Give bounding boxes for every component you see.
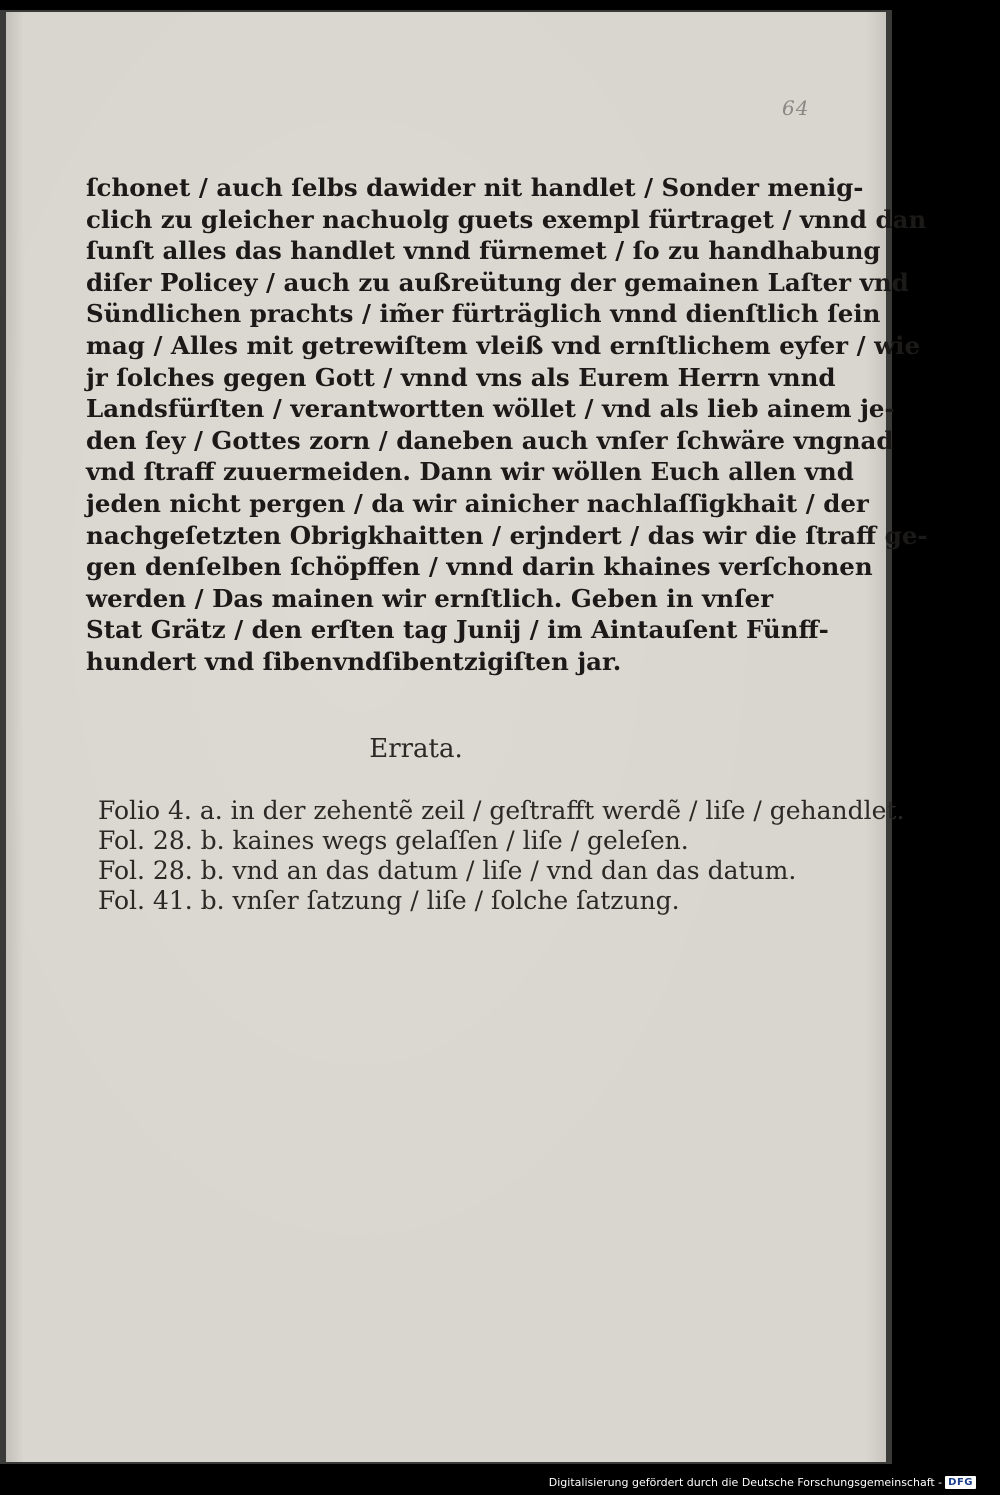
document-page [6,12,928,1462]
body-line: ſunſt alles das handlet vnnd fürnemet / ſo zu handhabung [86,236,881,266]
funding-credit [549,1476,976,1489]
folio-mark: 64 [782,96,810,120]
errata-entry: Fol. 28. b. kaines wegs gelaſſen / liſe / geleſen. [98,826,689,855]
body-line: ſchonet / auch ſelbs dawider nit handlet / Sonder menig- [86,173,864,202]
body-line: Sündlichen prachts / im̃er fürträglich vnnd dienſtlich ſein [86,299,881,329]
body-line: jr ſolches gegen Gott / vnnd vns als Eurem Herrn vnnd [86,362,836,392]
errata-entry: Fol. 41. b. vnſer ſatzung / liſe / ſolche ſatzung. [98,886,680,915]
body-line: diſer Policey / auch zu außreütung der gemainen Laſter vnd [86,267,909,297]
body-line: vnd ſtraff zuuermeiden. Dann wir wöllen Euch allen vnd [86,457,854,487]
errata-entry: Folio 4. a. in der zehentẽ zeil / geſtrafft werdẽ / liſe / gehandlet. [98,796,905,825]
errata-entry: Fol. 28. b. vnd an das datum / liſe / vnd dan das datum. [98,856,797,885]
errata-heading: Errata. [369,734,463,764]
body-line: jeden nicht pergen / da wir ainicher nachlaſſigkhait / der [86,488,869,518]
body-line: mag / Alles mit getrewiſtem vleiß vnd ernſtlichem eyfer / wie [86,330,921,360]
body-line: clich zu gleicher nachuolg guets exempl fürtraget / vnnd dan [86,204,927,234]
body-line: gen denſelben ſchöpffen / vnnd darin khaines verſchonen [86,552,873,582]
body-line-last: hundert vnd ſibenvndſibentzigiſten jar. [86,646,622,676]
errata-list [98,796,905,916]
dfg-logo-icon: DFG [945,1476,976,1489]
body-line: werden / Das mainen wir ernſtlich. Geben in vnſer [86,583,774,613]
body-line: Landsfürſten / verantwortten wöllet / vnd als lieb ainem je- [86,394,895,424]
funding-credit-text: Digitalisierung gefördert durch die Deutsche Forschungsgemeinschaft - [548,1476,943,1489]
body-line: den ſey / Gottes zorn / daneben auch vnſer ſchwäre vngnad [86,425,894,455]
body-line: Stat Grätz / den erſten tag Junij / im Aintauſent Fünff- [86,615,829,645]
body-paragraph [86,172,928,678]
body-line: nachgeſetzten Obrigkhaitten / erjndert / das wir die ſtraff ge- [86,520,928,550]
